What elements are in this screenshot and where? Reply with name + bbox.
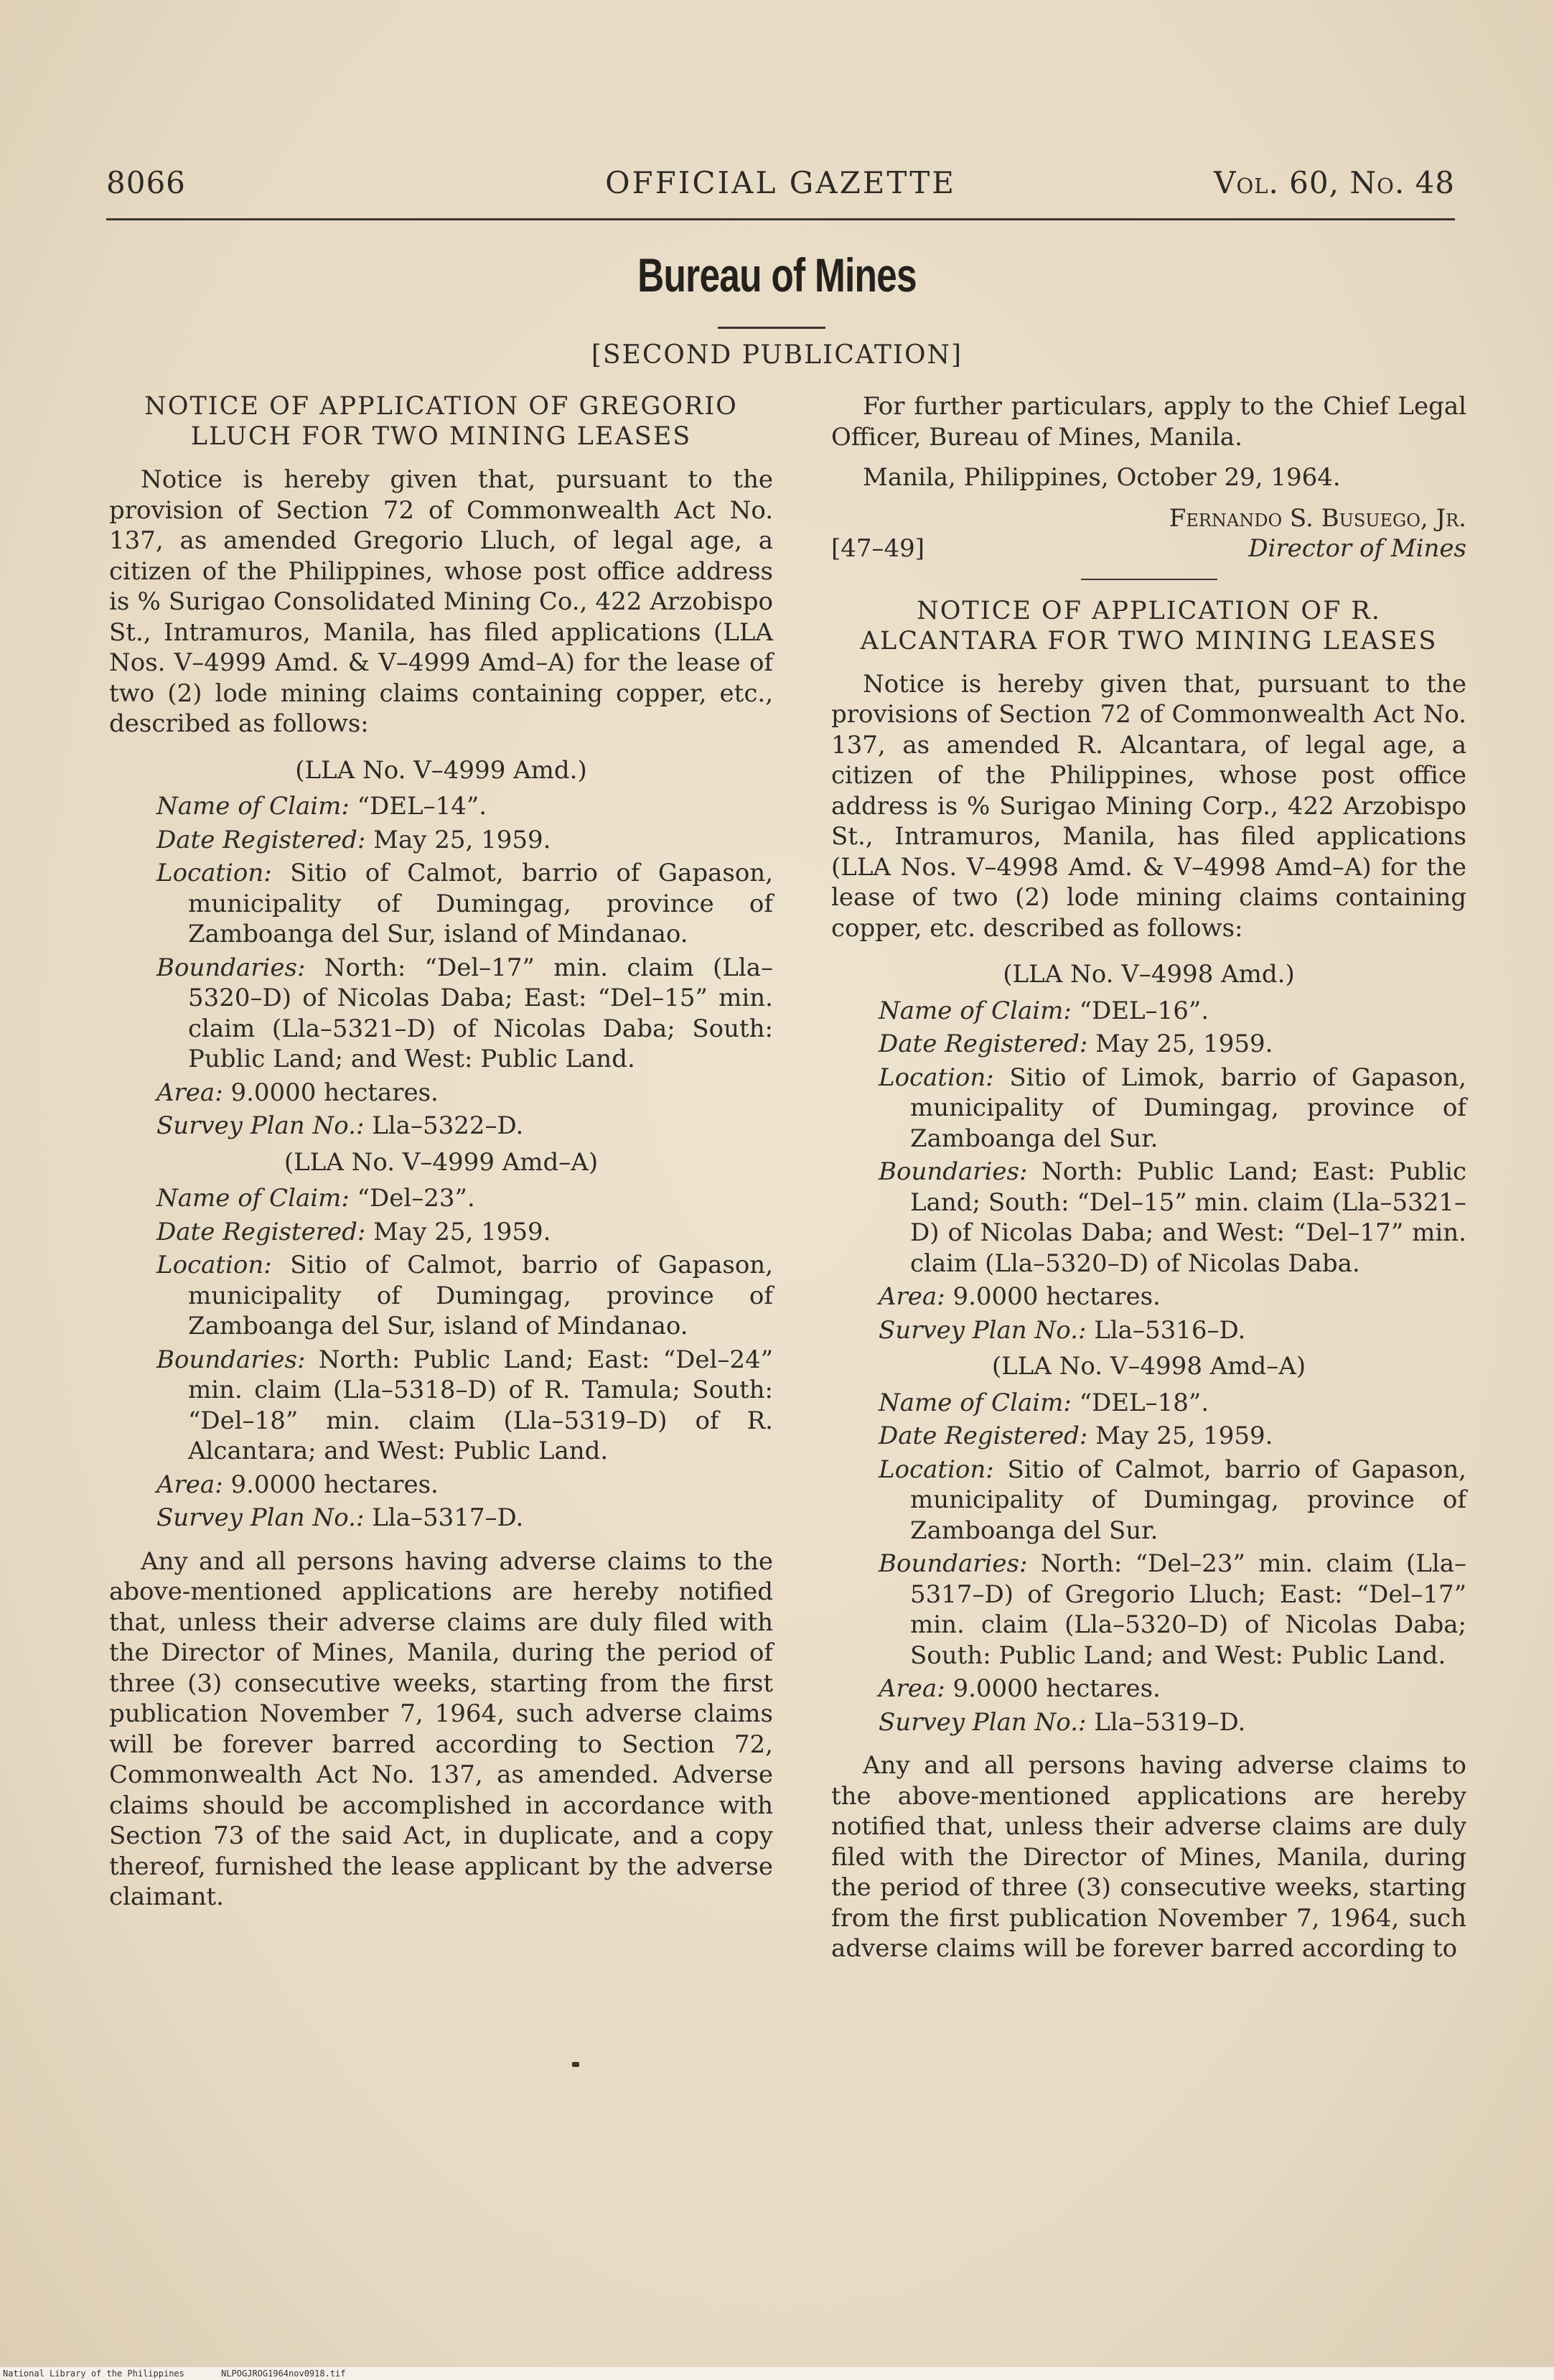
ink-mark xyxy=(572,2062,579,2067)
page-header xyxy=(106,159,1455,202)
notice-intro: Notice is hereby given that, pursuant to the provisions of Section 72 of Commonwealth Act No. 137, as amended R. Alcantara, of legal age, a citizen of the Philippines, whose post office address is % Surigao Mining Corp., 422 Arzobispo St., Intramuros, Manila, has filed applications (LLA Nos. V–4998 Amd. & V–4998 Amd–A) for the lease of two (2) lode mining claims containing copper, etc. described as follows: xyxy=(831,669,1466,943)
notice-heading: NOTICE OF APPLICATION OF R. ALCANTARA FOR TWO MINING LEASES xyxy=(860,596,1438,655)
lla-number: (LLA No. V–4999 Amd.) xyxy=(295,755,587,785)
claim-area: Area: 9.0000 hectares. xyxy=(879,1674,1161,1703)
right-column xyxy=(831,391,1466,1964)
signature-line xyxy=(831,533,1466,564)
claim-date: Date Registered: May 25, 1959. xyxy=(156,825,551,854)
claim-name: Name of Claim: “DEL–18”. xyxy=(879,1388,1209,1417)
claim-location: Location: Sitio of Calmot, barrio of Gapason, municipality of Dumingag, province of Zamboanga del Sur, island of Mindanao. xyxy=(156,1251,773,1340)
volume-number: Vol. 60, No. 48 xyxy=(1214,165,1455,200)
claim-survey: Survey Plan No.: Lla–5322–D. xyxy=(156,1111,524,1140)
left-column xyxy=(109,391,773,1913)
claim-boundaries: Boundaries: North: “Del–23” min. claim (Lla–5317–D) of Gregorio Lluch; East: “Del–17” min. claim (Lla–5320–D) of Nicolas Daba; South: Public Land; and West: Public Land. xyxy=(879,1549,1467,1670)
library-name: National Library of the Philippines xyxy=(3,2369,184,2379)
further-particulars: For further particulars, apply to the Chief Legal Officer, Bureau of Mines, Manila. xyxy=(831,392,1466,452)
scan-footer xyxy=(0,2367,1554,2380)
header-rule xyxy=(106,218,1455,220)
notice-closing: Any and all persons having adverse claims to the above-mentioned applications are hereby notified that, unless their adverse claims are duly filed with the Director of Mines, Manila, during the period of three (3) consecutive weeks, starting from the first publication November 7, 1964, such adverse claims will be forever barred according to xyxy=(831,1751,1466,1963)
lla-number: (LLA No. V–4998 Amd.) xyxy=(1003,960,1295,989)
claim-survey: Survey Plan No.: Lla–5317–D. xyxy=(156,1503,524,1532)
signatory-title: Director of Mines xyxy=(1248,534,1466,563)
page-number: 8066 xyxy=(106,165,186,200)
publication-note: [SECOND PUBLICATION] xyxy=(591,340,963,370)
claim-boundaries: Boundaries: North: “Del–17” min. claim (Lla–5320–D) of Nicolas Daba; East: “Del–15” min. claim (Lla–5321–D) of Nicolas Daba; South: Public Land; and West: Public Land. xyxy=(156,953,774,1073)
claim-location: Location: Sitio of Calmot, barrio of Gapason, municipality of Dumingag, province of Zamboanga del Sur, island of Mindanao. xyxy=(156,859,773,948)
signatory-name: Fernando S. Busuego, Jr. xyxy=(1169,503,1466,533)
claim-area: Area: 9.0000 hectares. xyxy=(156,1078,439,1107)
claim-date: Date Registered: May 25, 1959. xyxy=(879,1030,1273,1058)
claim-date: Date Registered: May 25, 1959. xyxy=(879,1422,1273,1450)
publication-title: OFFICIAL GAZETTE xyxy=(605,165,956,200)
claim-boundaries: Boundaries: North: Public Land; East: “Del–24” min. claim (Lla–5318–D) of R. Tamula; South: “Del–18” min. claim (Lla–5319–D) of R. Alcantara; and West: Public Land. xyxy=(156,1345,774,1465)
claim-name: Name of Claim: “Del–23”. xyxy=(156,1184,475,1213)
place-date: Manila, Philippines, October 29, 1964. xyxy=(863,463,1341,492)
section-title: Bureau of Mines xyxy=(637,248,917,302)
claim-location: Location: Sitio of Limok, barrio of Gapason, municipality of Dumingag, province of Zamboanga del Sur. xyxy=(879,1063,1466,1153)
notice-divider xyxy=(1081,579,1217,580)
claim-name: Name of Claim: “DEL–14”. xyxy=(156,792,487,821)
lla-number: (LLA No. V–4998 Amd–A) xyxy=(991,1352,1306,1381)
title-rule xyxy=(718,327,825,329)
notice-intro: Notice is hereby given that, pursuant to the provision of Section 72 of Commonwealth Act No. 137, as amended Gregorio Lluch, of legal age, a citizen of the Philippines, whose post office address is % Surigao Consolidated Mining Co., 422 Arzobispo St., Intramuros, Manila, has filed applications (LLA Nos. V–4999 Amd. & V–4999 Amd–A) for the lease of two (2) lode mining claims containing copper, etc., described as follows: xyxy=(109,465,773,738)
claim-area: Area: 9.0000 hectares. xyxy=(879,1282,1161,1311)
claim-boundaries: Boundaries: North: Public Land; East: Public Land; South: “Del–15” min. claim (Lla–5321–D) of Nicolas Daba; and West: “Del–17” min. claim (Lla–5320–D) of Nicolas Daba. xyxy=(879,1157,1466,1278)
reference-number: [47–49] xyxy=(831,534,925,563)
notice-heading: NOTICE OF APPLICATION OF GREGORIO LLUCH FOR TWO MINING LEASES xyxy=(144,392,738,451)
notice-closing: Any and all persons having adverse claims to the above-mentioned applications are hereby notified that, unless their adverse claims are duly filed with the Director of Mines, Manila, during the period of three (3) consecutive weeks, starting from the first publication November 7, 1964, such adverse claims will be forever barred according to Section 72, Commonwealth Act No. 137, as amended. Adverse claims should be accomplished in accordance with Section 73 of the said Act, in duplicate, and a copy thereof, furnished the lease applicant by the adverse claimant. xyxy=(109,1546,773,1911)
claim-survey: Survey Plan No.: Lla–5319–D. xyxy=(879,1707,1246,1737)
claim-date: Date Registered: May 25, 1959. xyxy=(156,1217,551,1246)
claim-survey: Survey Plan No.: Lla–5316–D. xyxy=(879,1315,1246,1345)
claim-location: Location: Sitio of Calmot, barrio of Gapason, municipality of Dumingag, province of Zamboanga del Sur. xyxy=(879,1455,1466,1545)
claim-name: Name of Claim: “DEL–16”. xyxy=(879,996,1209,1025)
lla-number: (LLA No. V–4999 Amd–A) xyxy=(284,1147,599,1177)
file-name: NLPOGJROG1964nov0918.tif xyxy=(221,2369,346,2379)
claim-area: Area: 9.0000 hectares. xyxy=(156,1470,439,1499)
